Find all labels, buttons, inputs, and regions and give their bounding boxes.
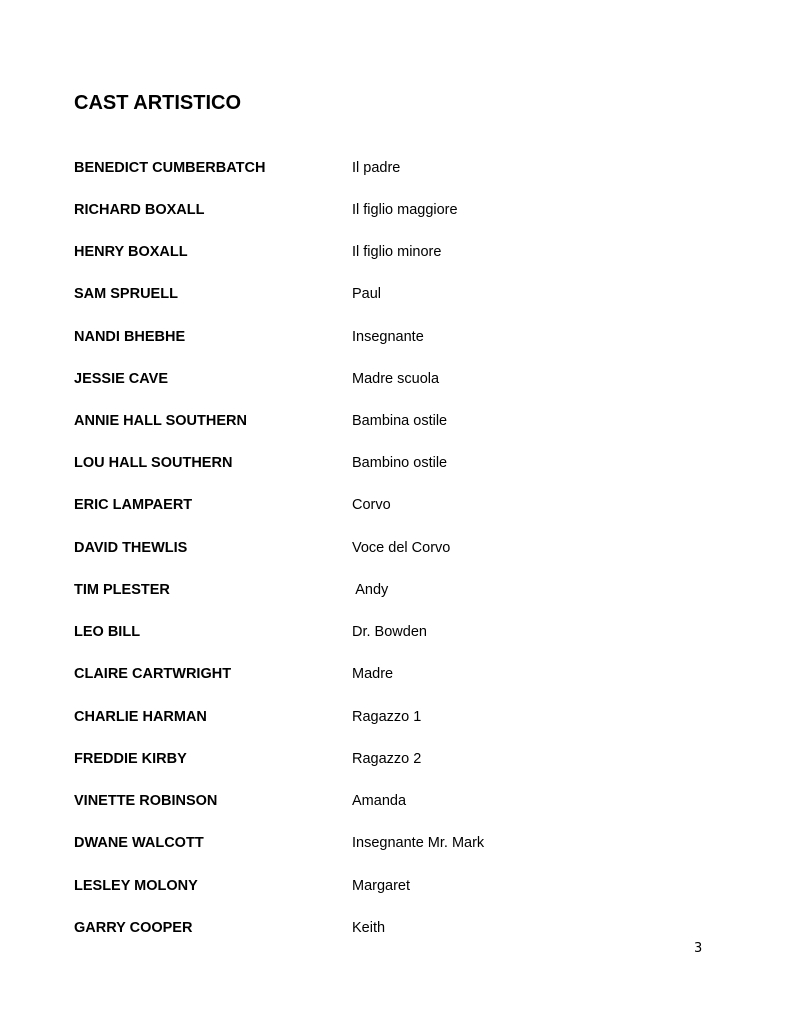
cast-row <box>0 327 791 347</box>
role-name: Il figlio maggiore <box>352 202 458 218</box>
cast-row <box>0 200 791 220</box>
cast-row <box>0 538 791 558</box>
role-name: Madre <box>352 666 394 682</box>
actor-name: JESSIE CAVE <box>74 371 169 387</box>
cast-row <box>0 707 791 727</box>
role-name: Andy <box>352 582 389 598</box>
role-name: Amanda <box>352 793 407 809</box>
cast-row <box>0 622 791 642</box>
role-name: Insegnante Mr. Mark <box>352 835 485 851</box>
cast-row <box>0 284 791 304</box>
cast-row <box>0 242 791 262</box>
actor-name: CHARLIE HARMAN <box>74 709 207 725</box>
actor-name: VINETTE ROBINSON <box>74 793 218 809</box>
role-name: Dr. Bowden <box>352 624 427 640</box>
actor-name: ERIC LAMPAERT <box>74 497 193 513</box>
cast-row <box>0 876 791 896</box>
cast-row <box>0 158 791 178</box>
cast-row <box>0 749 791 769</box>
page-number: 3 <box>694 941 703 956</box>
actor-name: GARRY COOPER <box>74 920 193 936</box>
actor-name: BENEDICT CUMBERBATCH <box>74 160 266 176</box>
actor-name: LESLEY MOLONY <box>74 878 198 894</box>
role-name: Insegnante <box>352 329 424 345</box>
cast-row <box>0 369 791 389</box>
role-name: Il figlio minore <box>352 244 442 260</box>
role-name: Il padre <box>352 160 401 176</box>
role-name: Bambina ostile <box>352 413 448 429</box>
page-title: CAST ARTISTICO <box>74 92 242 114</box>
role-name: Margaret <box>352 878 411 894</box>
actor-name: ANNIE HALL SOUTHERN <box>74 413 247 429</box>
role-name: Keith <box>352 920 386 936</box>
actor-name: LOU HALL SOUTHERN <box>74 455 233 471</box>
role-name: Paul <box>352 286 382 302</box>
cast-row <box>0 580 791 600</box>
actor-name: RICHARD BOXALL <box>74 202 205 218</box>
cast-row <box>0 918 791 938</box>
role-name: Bambino ostile <box>352 455 448 471</box>
actor-name: HENRY BOXALL <box>74 244 188 260</box>
role-name: Ragazzo 2 <box>352 751 422 767</box>
actor-name: DAVID THEWLIS <box>74 540 188 556</box>
cast-row <box>0 411 791 431</box>
actor-name: SAM SPRUELL <box>74 286 178 302</box>
actor-name: DWANE WALCOTT <box>74 835 204 851</box>
actor-name: TIM PLESTER <box>74 582 170 598</box>
actor-name: FREDDIE KIRBY <box>74 751 187 767</box>
cast-row <box>0 664 791 684</box>
actor-name: NANDI BHEBHE <box>74 329 186 345</box>
role-name: Ragazzo 1 <box>352 709 422 725</box>
role-name: Madre scuola <box>352 371 440 387</box>
role-name: Voce del Corvo <box>352 540 451 556</box>
cast-row <box>0 495 791 515</box>
cast-row <box>0 833 791 853</box>
actor-name: LEO BILL <box>74 624 141 640</box>
role-name: Corvo <box>352 497 391 513</box>
actor-name: CLAIRE CARTWRIGHT <box>74 666 232 682</box>
cast-row <box>0 453 791 473</box>
cast-row <box>0 791 791 811</box>
